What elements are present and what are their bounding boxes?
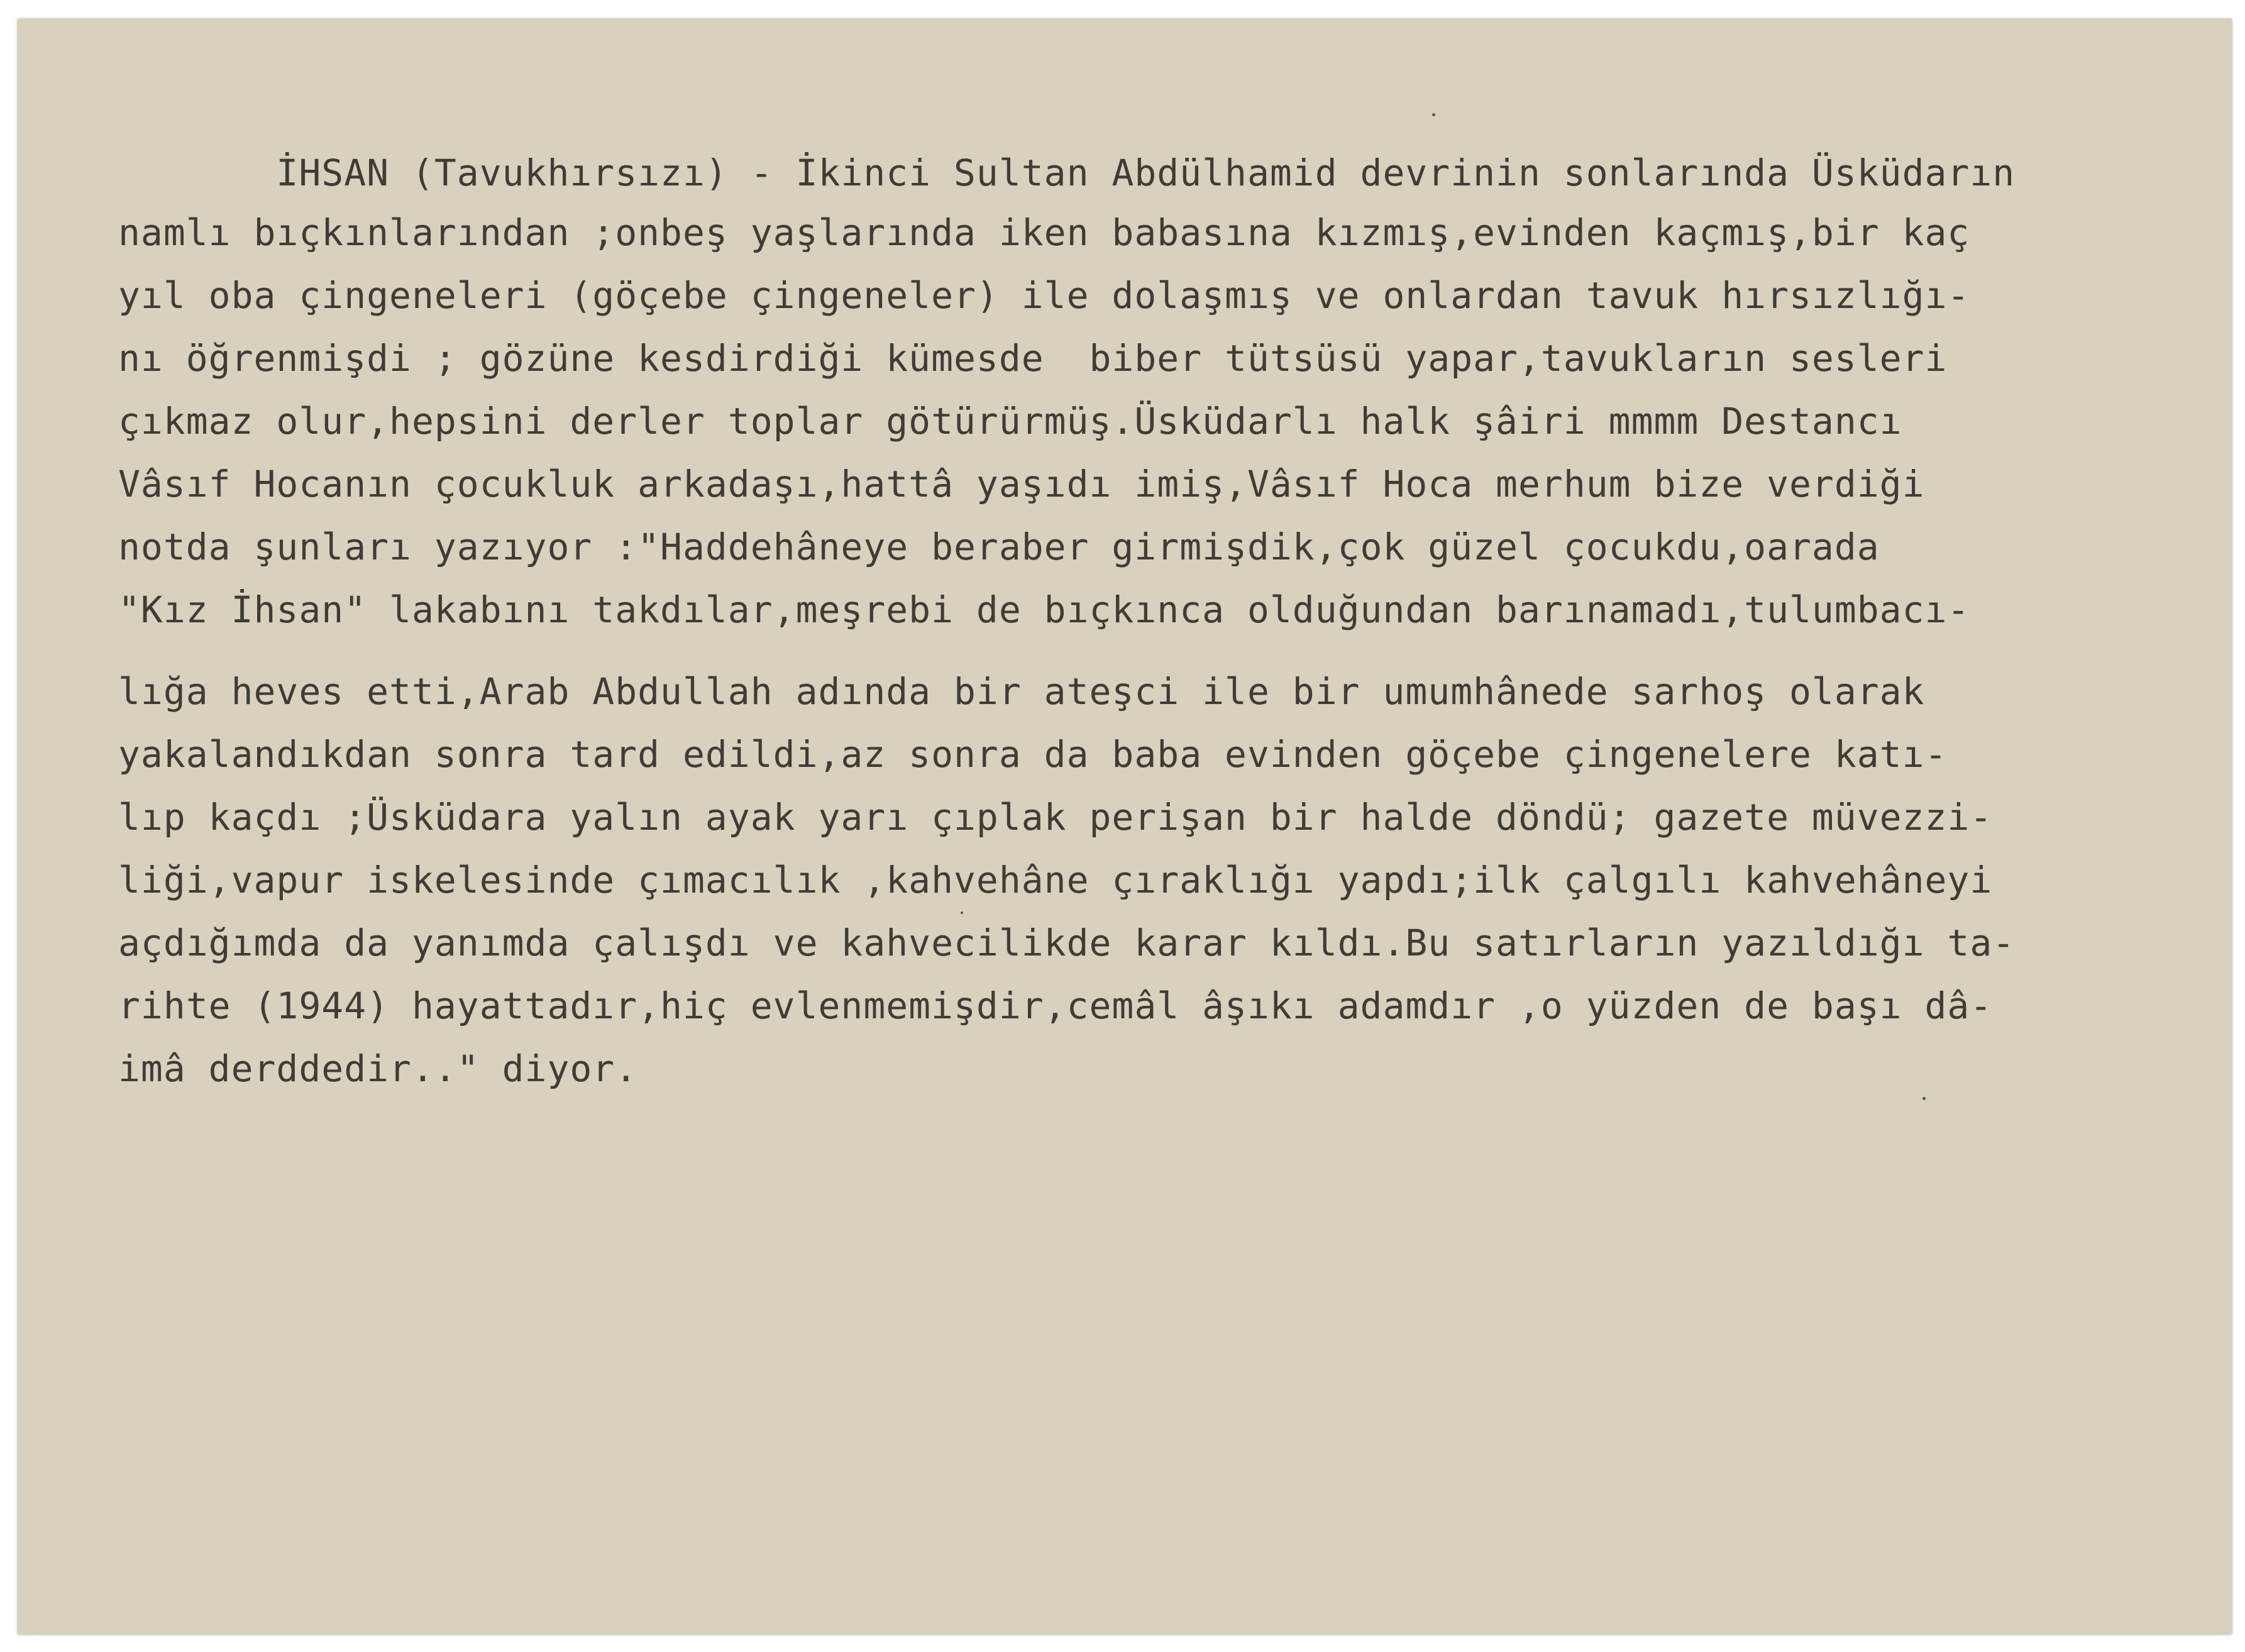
text-line-7: notda şunları yazıyor :"Haddehâneye beraber girmişdik,çok güzel çocukdu,oarada	[118, 526, 1880, 568]
text-line-10: yakalandıkdan sonra tard edildi,az sonra da baba evinden göçebe çingenelere katı-	[118, 733, 1948, 776]
paper-speck	[1432, 113, 1435, 116]
text-line-5: çıkmaz olur,hepsini derler toplar götürürmüş.Üsküdarlı halk şâiri mmmm Destancı	[118, 400, 1902, 443]
text-line-1: İHSAN (Tavukhırsızı) - İkinci Sultan Abdülhamid devrinin sonlarında Üsküdarın	[118, 151, 2016, 194]
typed-text-block	[18, 19, 2232, 1634]
text-line-9: lığa heves etti,Arab Abdullah adında bir ateşci ile bir umumhânede sarhoş olarak	[118, 670, 1925, 713]
paper-speck	[961, 911, 963, 914]
text-line-14: rihte (1944) hayattadır,hiç evlenmemişdir,cemâl âşıkı adamdır ,o yüzden de başı dâ-	[118, 984, 1993, 1027]
text-line-8: "Kız İhsan" lakabını takdılar,meşrebi de bıçkınca olduğundan barınamadı,tulumbacı-	[118, 588, 1970, 631]
text-line-13: açdığımda da yanımda çalışdı ve kahvecilikde karar kıldı.Bu satırların yazıldığı ta-	[118, 922, 2016, 964]
typed-index-card	[18, 19, 2232, 1634]
text-line-3: yıl oba çingeneleri (göçebe çingeneler) ile dolaşmış ve onlardan tavuk hırsızlığı-	[118, 274, 1970, 317]
text-line-4: nı öğrenmişdi ; gözüne kesdirdiği kümesde biber tütsüsü yapar,tavukların sesleri	[118, 337, 1948, 380]
text-line-2: namlı bıçkınlarından ;onbeş yaşlarında iken babasına kızmış,evinden kaçmış,bir kaç	[118, 211, 1970, 254]
text-line-6: Vâsıf Hocanın çocukluk arkadaşı,hattâ yaşıdı imiş,Vâsıf Hoca merhum bize verdiği	[118, 463, 1925, 505]
text-line-12: liği,vapur iskelesinde çımacılık ,kahvehâne çıraklığı yapdı;ilk çalgılı kahvehâneyi	[118, 859, 1993, 901]
text-line-15: imâ derddedir.." diyor.	[118, 1047, 638, 1090]
paper-speck	[1922, 1097, 1926, 1100]
text-line-11: lıp kaçdı ;Üsküdara yalın ayak yarı çıplak perişan bir halde döndü; gazete müvezzi-	[118, 796, 1993, 839]
